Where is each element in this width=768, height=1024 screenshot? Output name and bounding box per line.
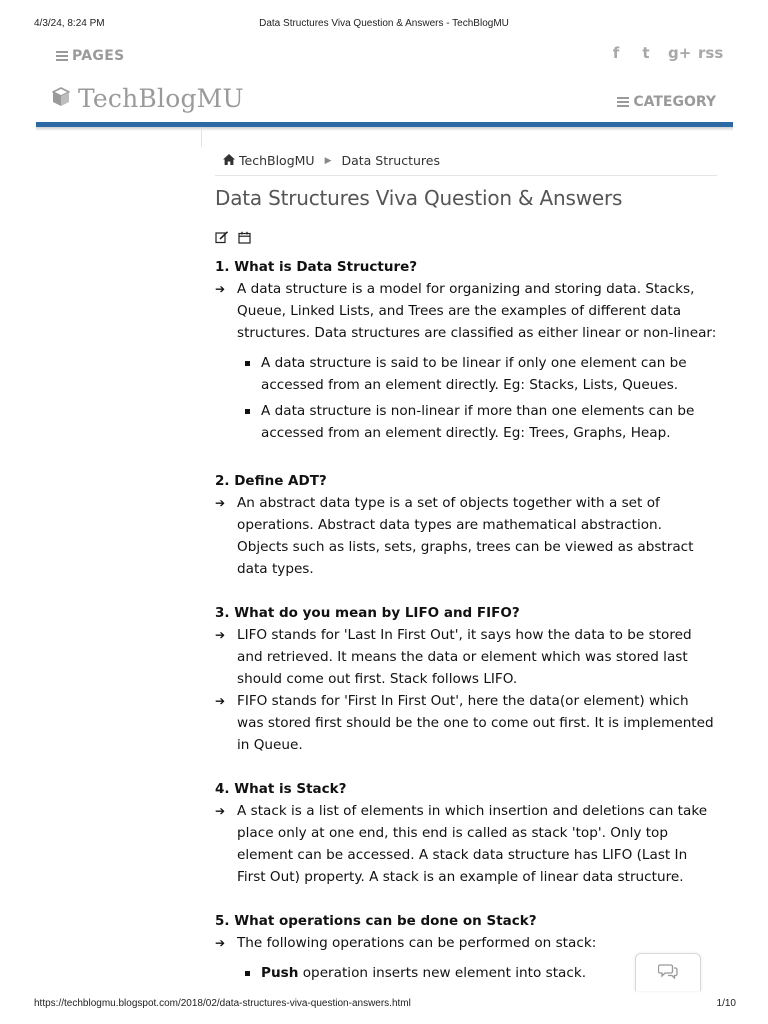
home-icon bbox=[223, 153, 235, 168]
answer-3b: ➔ FIFO stands for 'First In First Out', here the data(or element) which was stored first should be the one to come out first. It is implemented in Queue. bbox=[215, 690, 717, 756]
pages-menu-button[interactable] bbox=[56, 48, 124, 64]
chevron-right-icon: ▶ bbox=[324, 155, 332, 166]
breadcrumb-current[interactable]: Data Structures bbox=[341, 153, 440, 168]
answer-3a: ➔ LIFO stands for 'Last In First Out', it says how the data to be stored and retrieved. It means the data or element which was stored last should come out first. Stack follows LIFO. bbox=[215, 624, 717, 690]
answer-1: ➔ A data structure is a model for organizing and storing data. Stacks, Queue, Linked Lists, and Trees are the examples of different data structures. Data structures are classified as either linear or non-linear: bbox=[215, 278, 717, 344]
post-title: Data Structures Viva Question & Answers bbox=[215, 186, 623, 210]
chat-bubbles-icon bbox=[658, 963, 678, 983]
arrow-right-icon: ➔ bbox=[215, 694, 226, 708]
brand-name: TechBlogMU bbox=[78, 84, 244, 113]
accent-bar-shadow bbox=[36, 127, 733, 131]
list-item: A data structure is said to be linear if only one element can be accessed from an element directly. Eg: Stacks, Lists, Queues. bbox=[239, 352, 717, 396]
print-url: https://techblogmu.blogspot.com/2018/02/data-structures-viva-question-answers.html bbox=[34, 998, 411, 1009]
arrow-right-icon: ➔ bbox=[215, 628, 226, 642]
answer-2: ➔ An abstract data type is a set of objects together with a set of operations. Abstract data types are mathematical abstraction. Objects such as lists, sets, graphs, trees can be viewed as abstract data types. bbox=[215, 492, 717, 580]
rss-icon[interactable]: rss bbox=[698, 44, 724, 62]
question-5: 5. What operations can be done on Stack? bbox=[215, 913, 537, 929]
brand-row bbox=[36, 82, 732, 122]
print-footer bbox=[0, 984, 768, 1024]
qa-item-2 bbox=[215, 470, 717, 580]
print-page-number: 1/10 bbox=[716, 998, 736, 1009]
twitter-icon[interactable]: t bbox=[642, 44, 650, 62]
print-datetime: 4/3/24, 8:24 PM bbox=[34, 18, 105, 29]
arrow-right-icon: ➔ bbox=[215, 496, 226, 510]
pages-label: PAGES bbox=[72, 48, 125, 64]
question-3: 3. What do you mean by LIFO and FIFO? bbox=[215, 605, 520, 621]
answer-4: ➔ A stack is a list of elements in which insertion and deletions can take place only at one end, this end is called as stack 'top'. Only top element can be accessed. A stack data structure has LIFO (Last In First Out) property. A stack is an example of linear data structure. bbox=[215, 800, 717, 888]
answer-1-bullets bbox=[239, 352, 717, 444]
list-item: A data structure is non-linear if more than one elements can be accessed from an element directly. Eg: Trees, Graphs, Heap. bbox=[239, 400, 717, 444]
question-1: 1. What is Data Structure? bbox=[215, 259, 418, 275]
list-item: Push operation inserts new element into stack. bbox=[239, 962, 717, 984]
post-meta bbox=[215, 230, 717, 246]
post-content bbox=[215, 146, 717, 988]
hamburger-icon bbox=[56, 51, 68, 61]
question-2: 2. Define ADT? bbox=[215, 473, 327, 489]
top-nav bbox=[36, 40, 732, 74]
question-4: 4. What is Stack? bbox=[215, 781, 347, 797]
qa-item-1 bbox=[215, 256, 717, 444]
qa-item-4 bbox=[215, 778, 717, 888]
arrow-right-icon: ➔ bbox=[215, 936, 226, 950]
site-logo[interactable] bbox=[50, 84, 244, 113]
category-label: CATEGORY bbox=[633, 94, 716, 110]
social-links bbox=[608, 44, 724, 62]
category-menu-button[interactable] bbox=[617, 94, 716, 110]
calendar-icon[interactable] bbox=[238, 229, 251, 248]
arrow-right-icon: ➔ bbox=[215, 282, 226, 296]
arrow-right-icon: ➔ bbox=[215, 804, 226, 818]
answer-5: ➔ The following operations can be performed on stack: bbox=[215, 932, 717, 954]
print-doc-title: Data Structures Viva Question & Answers - TechBlogMU bbox=[259, 18, 509, 29]
hamburger-icon bbox=[617, 97, 629, 107]
edit-icon[interactable] bbox=[215, 229, 229, 248]
qa-item-3 bbox=[215, 602, 717, 756]
print-header bbox=[0, 0, 768, 40]
cube-icon bbox=[50, 86, 72, 112]
content-edge bbox=[201, 127, 202, 147]
breadcrumb-home-link[interactable]: TechBlogMU bbox=[239, 153, 315, 168]
facebook-icon[interactable]: f bbox=[612, 44, 620, 62]
google-plus-icon[interactable]: g+ bbox=[668, 44, 692, 62]
breadcrumb bbox=[215, 146, 717, 176]
